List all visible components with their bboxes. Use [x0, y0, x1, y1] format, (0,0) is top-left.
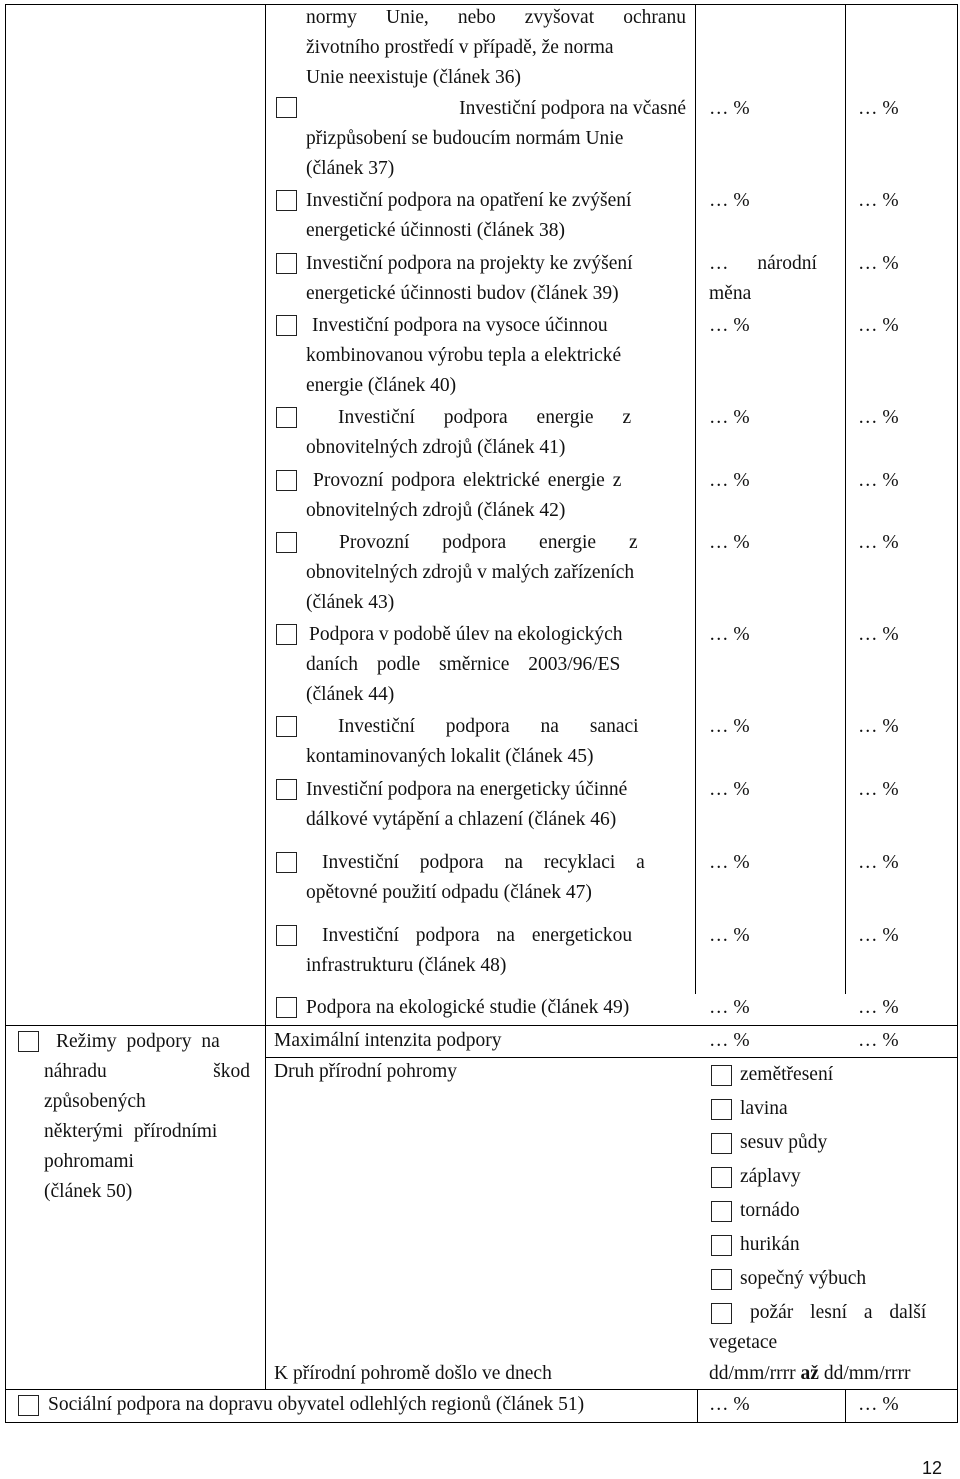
- disaster-label-line: [44, 1057, 250, 1087]
- disaster-label-word: škod: [213, 1061, 250, 1082]
- row-text-line: Investiční podpora na recyklaci a: [322, 852, 645, 873]
- intensity-large: … %: [858, 852, 899, 873]
- intensity-currency-unit: měna: [709, 283, 752, 304]
- intensity-small: … %: [709, 925, 750, 946]
- checkbox[interactable]: [276, 925, 297, 946]
- disaster-label-word: náhradu: [44, 1061, 107, 1082]
- disaster-label-line: některými přírodními: [44, 1121, 218, 1142]
- disaster-type-text: zemětřesení: [740, 1064, 834, 1085]
- row-text-line: Unie neexistuje (článek 36): [306, 67, 521, 88]
- date-to[interactable]: dd/mm/rrrr: [823, 1363, 911, 1384]
- checkbox[interactable]: [276, 852, 297, 873]
- intensity-large: … %: [858, 315, 899, 336]
- disaster-type-text: požár lesní a další: [750, 1302, 927, 1323]
- disaster-type-text: sopečný výbuch: [740, 1268, 867, 1289]
- disaster-label-line: Režimy podpory na: [56, 1031, 220, 1052]
- checkbox[interactable]: [711, 1269, 732, 1290]
- row-text-line: Investiční podpora na projekty ke zvýšení: [306, 253, 633, 274]
- row-text-line: dálkové vytápění a chlazení (článek 46): [306, 809, 617, 830]
- intensity-small: … %: [709, 190, 750, 211]
- intensity-small: … %: [709, 98, 750, 119]
- disaster-label-line: pohromami: [44, 1151, 134, 1172]
- row-text-line: obnovitelných zdrojů v malých zařízeních: [306, 562, 635, 583]
- row-text-line: Investiční podpora na opatření ke zvýšení: [306, 190, 632, 211]
- disaster-dates-label: K přírodní pohromě došlo ve dnech: [274, 1363, 552, 1384]
- intensity-large: … %: [858, 470, 899, 491]
- disaster-label-line: způsobených: [44, 1091, 146, 1112]
- checkbox[interactable]: [276, 253, 297, 274]
- intensity-small: … %: [709, 470, 750, 491]
- row-text-line: kontaminovaných lokalit (článek 45): [306, 746, 594, 767]
- checkbox[interactable]: [276, 315, 297, 336]
- checkbox[interactable]: [276, 624, 297, 645]
- row-text-line: Provozní podpora energie z: [339, 532, 638, 553]
- intensity-small: … %: [709, 779, 750, 800]
- disaster-type-text: tornádo: [740, 1200, 800, 1221]
- row-text-line: daních podle směrnice 2003/96/ES: [306, 654, 621, 675]
- row-text-line: kombinovanou výrobu tepla a elektrické: [306, 345, 622, 366]
- row-text-word: Unie,: [385, 7, 429, 28]
- row-text-line: Investiční podpora na energeticky účinné: [306, 779, 628, 800]
- checkbox[interactable]: [18, 1395, 39, 1416]
- intensity-small: … %: [709, 716, 750, 737]
- checkbox[interactable]: [711, 1303, 732, 1324]
- social-label: Sociální podpora na dopravu obyvatel odlehlých regionů (článek 51): [48, 1394, 585, 1415]
- col-divider-social: [697, 1389, 698, 1422]
- row-text-line: Investiční podpora na vysoce účinnou: [312, 315, 608, 336]
- row-text-line: Podpora v podobě úlev na ekologických: [309, 624, 623, 645]
- checkbox[interactable]: [711, 1133, 732, 1154]
- row-text-line: energie (článek 40): [306, 375, 457, 396]
- row-text-line: životního prostředí v případě, že norma: [306, 37, 614, 58]
- table-left-border: [5, 4, 6, 1423]
- page-number: 12: [922, 1458, 943, 1478]
- disaster-dates-value: [709, 1359, 910, 1389]
- col-divider-main: [265, 4, 266, 1390]
- row-text-line: Provozní podpora elektrické energie z: [313, 470, 622, 491]
- row-text-line: (článek 43): [306, 592, 395, 613]
- checkbox[interactable]: [276, 716, 297, 737]
- intensity-large: … %: [858, 925, 899, 946]
- row-text-line: [306, 3, 686, 33]
- checkbox[interactable]: [276, 97, 297, 118]
- row-text-line: přizpůsobení se budoucím normám Unie: [306, 128, 624, 149]
- row-text-line: Investiční podpora na včasné: [459, 98, 686, 119]
- disaster-type-text: lavina: [740, 1098, 788, 1119]
- row-text-line: Investiční podpora na energetickou: [322, 925, 633, 946]
- intensity-large: … %: [858, 253, 899, 274]
- row-text-word: normy: [306, 7, 357, 28]
- col-divider-values: [845, 4, 846, 994]
- row-text-line: obnovitelných zdrojů (článek 42): [306, 500, 566, 521]
- row-text-line: energetické účinnosti (článek 38): [306, 220, 565, 241]
- date-from[interactable]: dd/mm/rrrr: [709, 1363, 796, 1384]
- disaster-type-text: sesuv půdy: [740, 1132, 828, 1153]
- intensity-national-currency: … národní: [709, 253, 817, 274]
- row-text-line: Investiční podpora energie z: [338, 407, 632, 428]
- max-intensity-label: Maximální intenzita podpory: [274, 1030, 502, 1051]
- checkbox[interactable]: [276, 532, 297, 553]
- row-text-line: obnovitelných zdrojů (článek 41): [306, 437, 566, 458]
- intensity-large: … %: [858, 532, 899, 553]
- intensity-large: … %: [858, 779, 899, 800]
- date-separator: až: [800, 1363, 819, 1384]
- row-text-line: Podpora na ekologické studie (článek 49): [306, 997, 630, 1018]
- table-right-border: [957, 4, 958, 1423]
- checkbox[interactable]: [276, 470, 297, 491]
- intensity-small: … %: [709, 532, 750, 553]
- intensity-small: … %: [709, 1030, 750, 1051]
- col-divider-text: [695, 4, 696, 994]
- disaster-type-text: hurikán: [740, 1234, 800, 1255]
- col-divider-social-2: [845, 1389, 846, 1422]
- checkbox[interactable]: [276, 997, 297, 1018]
- intensity-small: … %: [709, 997, 750, 1018]
- row-text-line: Investiční podpora na sanaci: [338, 716, 639, 737]
- checkbox[interactable]: [711, 1201, 732, 1222]
- row-text-word: ochranu: [623, 7, 686, 28]
- disaster-label-line: (článek 50): [44, 1181, 133, 1202]
- row-text-word: nebo: [457, 7, 496, 28]
- checkbox[interactable]: [711, 1235, 732, 1256]
- disaster-type-text: vegetace: [709, 1332, 778, 1353]
- intensity-small: … %: [709, 407, 750, 428]
- intensity-large: … %: [858, 98, 899, 119]
- intensity-large: … %: [858, 1394, 899, 1415]
- disaster-type-text: záplavy: [740, 1166, 801, 1187]
- intensity-large: … %: [858, 997, 899, 1018]
- row-text-line: (článek 37): [306, 158, 395, 179]
- intensity-small: … %: [709, 315, 750, 336]
- intensity-large: … %: [858, 624, 899, 645]
- table-bottom-border: [5, 1422, 958, 1423]
- intensity-small: … %: [709, 624, 750, 645]
- row-text-word: zvyšovat: [524, 7, 595, 28]
- intensity-large: … %: [858, 716, 899, 737]
- checkbox[interactable]: [711, 1099, 732, 1120]
- intensity-large: … %: [858, 407, 899, 428]
- checkbox[interactable]: [18, 1031, 39, 1052]
- row-text-line: infrastrukturu (článek 48): [306, 955, 507, 976]
- intensity-large: … %: [858, 190, 899, 211]
- row-text-line: energetické účinnosti budov (článek 39): [306, 283, 619, 304]
- checkbox[interactable]: [276, 779, 297, 800]
- row-text-line: opětovné použití odpadu (článek 47): [306, 882, 592, 903]
- intensity-small: … %: [709, 852, 750, 873]
- intensity-large: … %: [858, 1030, 899, 1051]
- checkbox[interactable]: [276, 407, 297, 428]
- disaster-type-label: Druh přírodní pohromy: [274, 1061, 458, 1082]
- checkbox[interactable]: [711, 1167, 732, 1188]
- row-text-line: (článek 44): [306, 684, 395, 705]
- intensity-small: … %: [709, 1394, 750, 1415]
- checkbox[interactable]: [711, 1065, 732, 1086]
- checkbox[interactable]: [276, 190, 297, 211]
